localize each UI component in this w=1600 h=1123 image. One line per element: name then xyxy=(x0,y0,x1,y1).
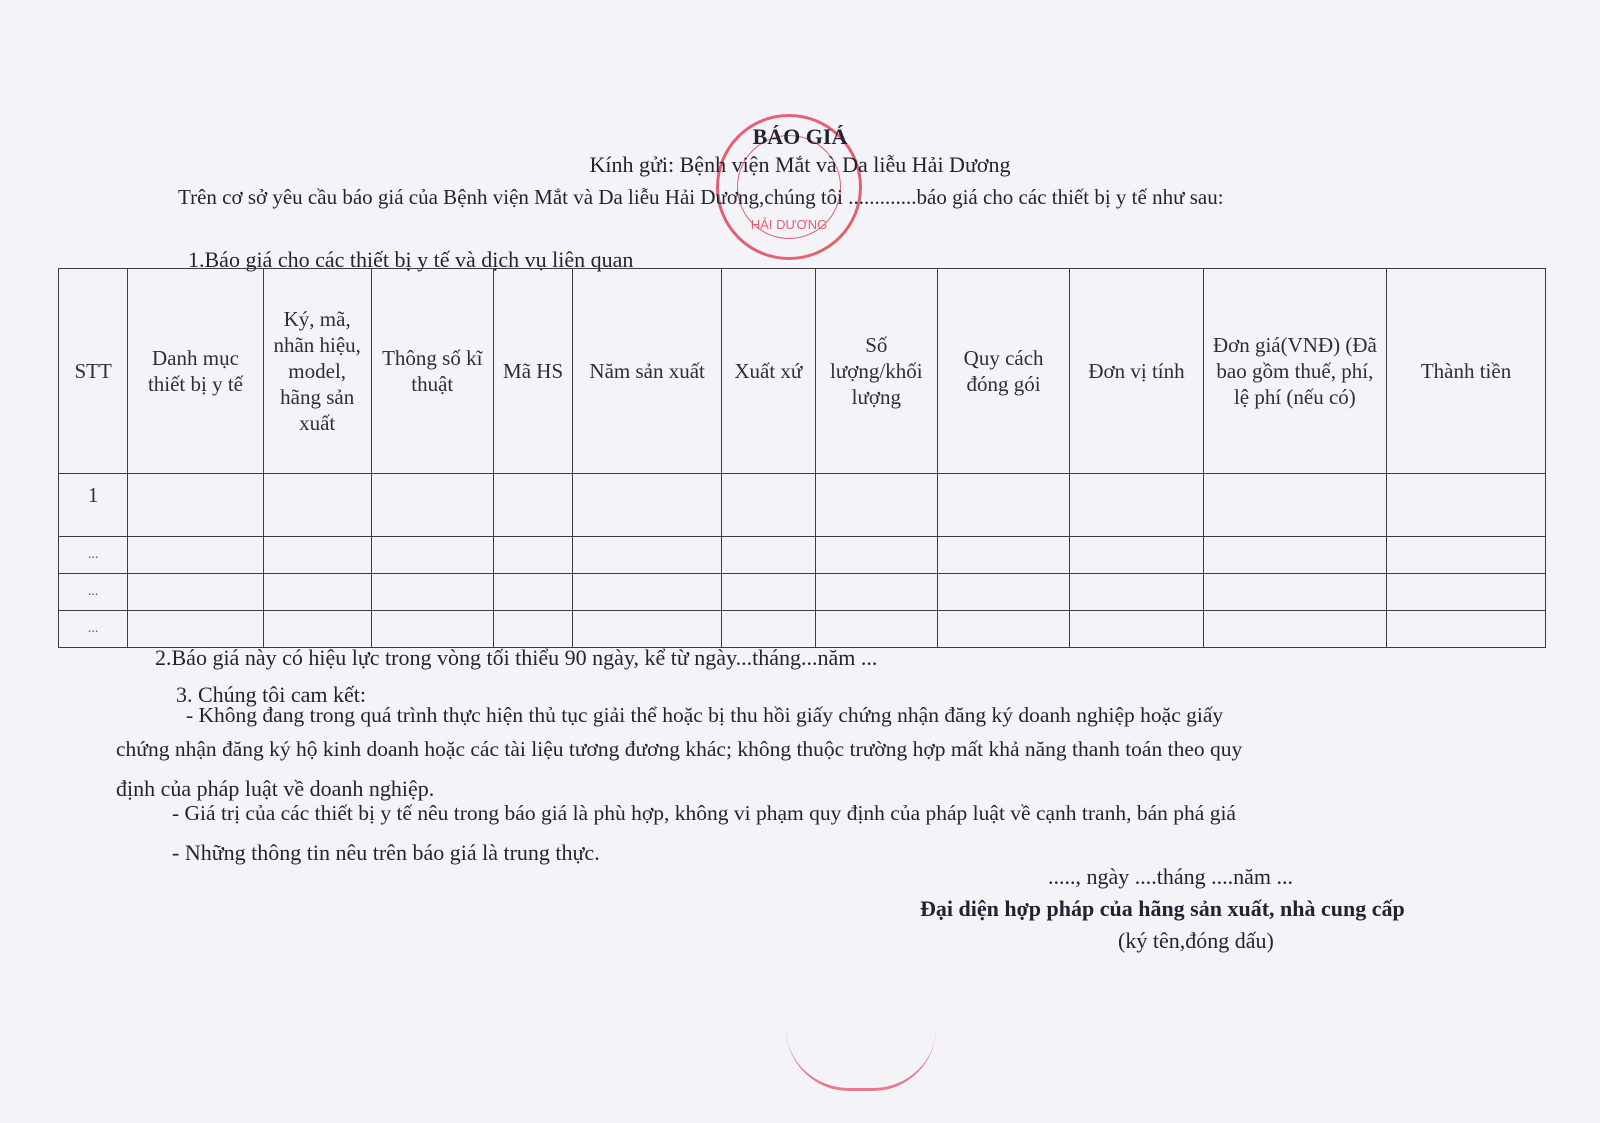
cell xyxy=(937,474,1069,537)
row-number: ... xyxy=(59,574,128,611)
cell xyxy=(573,611,722,648)
section-2-validity: 2.Báo giá này có hiệu lực trong vòng tối thiểu 90 ngày, kể từ ngày...tháng...năm ... xyxy=(155,645,878,670)
table-row xyxy=(59,474,1546,537)
cell xyxy=(493,474,572,537)
cell xyxy=(1070,574,1203,611)
cell xyxy=(263,574,371,611)
section-3-heading: 3. Chúng tôi cam kết: xyxy=(176,682,367,707)
cell xyxy=(573,474,722,537)
cell xyxy=(937,537,1069,574)
cell xyxy=(722,611,816,648)
cell xyxy=(1387,611,1546,648)
cell xyxy=(263,474,371,537)
cell xyxy=(1070,474,1203,537)
date-line: ....., ngày ....tháng ....năm ... xyxy=(1048,864,1294,889)
header-quantity: Số lượng/khối lượng xyxy=(815,269,937,474)
cell xyxy=(371,474,493,537)
cell xyxy=(722,474,816,537)
cell xyxy=(1387,474,1546,537)
cell xyxy=(815,574,937,611)
table-row xyxy=(59,537,1546,574)
signer-title: Đại diện hợp pháp của hãng sản xuất, nhà cung cấp xyxy=(920,896,1405,921)
cell xyxy=(722,574,816,611)
cell xyxy=(815,611,937,648)
cell xyxy=(1203,611,1386,648)
cell xyxy=(371,537,493,574)
intro-paragraph: Trên cơ sở yêu cầu báo giá của Bệnh viện Mắt và Da liễu Hải Dương,chúng tôi .............báo giá cho các thiết bị y tế như sau: xyxy=(178,185,1224,209)
row-number: ... xyxy=(59,537,128,574)
recipient-line: Kính gửi: Bệnh viện Mắt và Da liễu Hải Dương xyxy=(589,152,1011,177)
cell xyxy=(937,611,1069,648)
header-specs: Thông số kĩ thuật xyxy=(371,269,493,474)
header-device-list: Danh mục thiết bị y tế xyxy=(128,269,263,474)
cell xyxy=(493,537,572,574)
cell xyxy=(493,611,572,648)
cell xyxy=(815,537,937,574)
stamp-text: HẢI DƯƠNG xyxy=(750,217,828,232)
signature-note: (ký tên,đóng dấu) xyxy=(1118,928,1274,953)
table-row xyxy=(59,611,1546,648)
section-1-heading: 1.Báo giá cho các thiết bị y tế và dịch vụ liên quan xyxy=(188,247,634,272)
cell xyxy=(263,537,371,574)
commitment-3: - Những thông tin nêu trên báo giá là trung thực. xyxy=(172,840,600,865)
row-number: 1 xyxy=(59,474,128,537)
header-year: Năm sản xuất xyxy=(573,269,722,474)
header-stt: STT xyxy=(59,269,128,474)
header-origin: Xuất xứ xyxy=(722,269,816,474)
cell xyxy=(1070,611,1203,648)
cell xyxy=(1203,537,1386,574)
document-title: BÁO GIÁ xyxy=(752,124,848,149)
cell xyxy=(371,611,493,648)
cell xyxy=(573,537,722,574)
commitment-2: - Giá trị của các thiết bị y tế nêu trong báo giá là phù hợp, không vi phạm quy định của pháp luật về cạnh tranh, bán phá giá xyxy=(172,801,1236,825)
cell xyxy=(263,611,371,648)
cell xyxy=(722,537,816,574)
cell xyxy=(1387,537,1546,574)
header-unit: Đơn vị tính xyxy=(1070,269,1203,474)
cell xyxy=(128,474,263,537)
table-header-row xyxy=(59,269,1546,474)
cell xyxy=(1070,537,1203,574)
row-number: ... xyxy=(59,611,128,648)
header-packing: Quy cách đóng gói xyxy=(937,269,1069,474)
commitment-1-line-1: - Không đang trong quá trình thực hiện thủ tục giải thể hoặc bị thu hồi giấy chứng nhận đăng ký doanh nghiệp hoặc giấy xyxy=(186,703,1224,727)
header-brand-model: Ký, mã, nhãn hiệu, model, hãng sản xuất xyxy=(263,269,371,474)
cell xyxy=(1203,474,1386,537)
cell xyxy=(1203,574,1386,611)
partial-seal-stamp xyxy=(786,1028,936,1091)
cell xyxy=(815,474,937,537)
cell xyxy=(573,574,722,611)
cell xyxy=(937,574,1069,611)
commitment-1-line-2: chứng nhận đăng ký hộ kinh doanh hoặc các tài liệu tương đương khác; không thuộc trường hợp mất khả năng thanh toán theo quy xyxy=(116,737,1243,761)
commitment-1-line-3: định của pháp luật về doanh nghiệp. xyxy=(116,776,435,801)
header-unit-price: Đơn giá(VNĐ) (Đã bao gồm thuế, phí, lệ phí (nếu có) xyxy=(1203,269,1386,474)
cell xyxy=(1387,574,1546,611)
cell xyxy=(128,537,263,574)
cell xyxy=(128,574,263,611)
table-row xyxy=(59,574,1546,611)
cell xyxy=(493,574,572,611)
header-hs-code: Mã HS xyxy=(493,269,572,474)
header-total: Thành tiền xyxy=(1387,269,1546,474)
quotation-table xyxy=(58,268,1546,648)
cell xyxy=(371,574,493,611)
cell xyxy=(128,611,263,648)
